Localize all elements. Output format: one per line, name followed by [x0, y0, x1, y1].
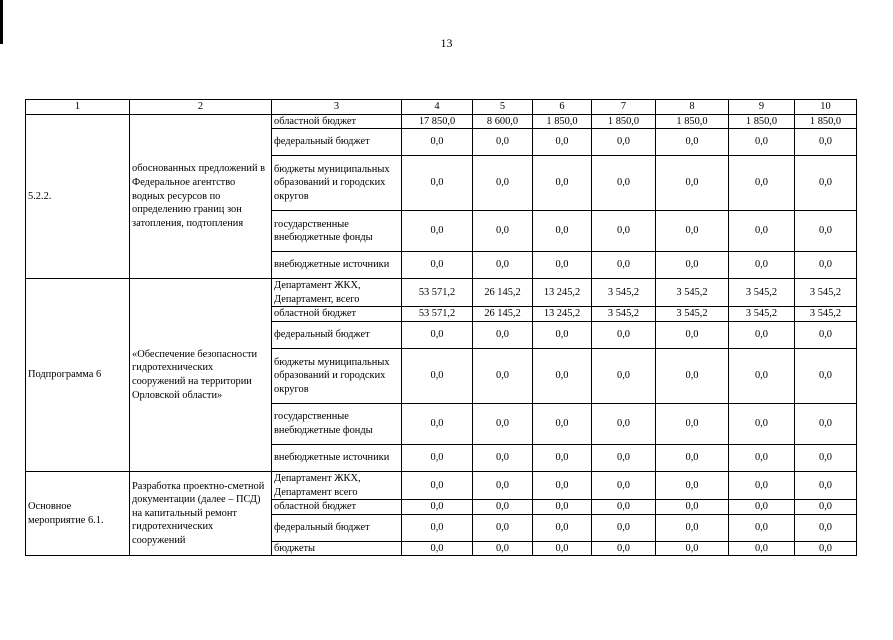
amount-cell: 0,0 [473, 156, 533, 211]
amount-cell: 0,0 [402, 541, 473, 556]
amount-cell: 0,0 [533, 348, 592, 403]
amount-cell: 0,0 [473, 541, 533, 556]
column-header: 9 [729, 100, 795, 115]
amount-cell: 0,0 [533, 514, 592, 541]
amount-cell: 17 850,0 [402, 114, 473, 129]
amount-cell: 0,0 [656, 348, 729, 403]
amount-cell: 0,0 [533, 444, 592, 471]
amount-cell: 0,0 [402, 471, 473, 499]
amount-cell: 0,0 [592, 444, 656, 471]
amount-cell: 0,0 [473, 500, 533, 515]
amount-cell: 0,0 [473, 444, 533, 471]
page-number: 13 [440, 36, 453, 50]
amount-cell: 0,0 [729, 211, 795, 252]
amount-cell: 0,0 [729, 348, 795, 403]
amount-cell: 1 850,0 [533, 114, 592, 129]
column-header: 10 [795, 100, 857, 115]
amount-cell: 3 545,2 [795, 307, 857, 322]
amount-cell: 0,0 [402, 500, 473, 515]
amount-cell: 0,0 [592, 403, 656, 444]
amount-cell: 0,0 [656, 321, 729, 348]
funding-source-cell: федеральный бюджет [272, 129, 402, 156]
amount-cell: 8 600,0 [473, 114, 533, 129]
funding-source-cell: областной бюджет [272, 307, 402, 322]
funding-source-cell: государственные внебюджетные фонды [272, 403, 402, 444]
funding-source-cell: федеральный бюджет [272, 321, 402, 348]
amount-cell: 0,0 [592, 321, 656, 348]
funding-source-cell: Департамент ЖКХ, Департамент всего [272, 471, 402, 499]
funding-source-cell: бюджеты муниципальных образований и городских округов [272, 348, 402, 403]
funding-source-cell: государственные внебюджетные фонды [272, 211, 402, 252]
amount-cell: 0,0 [795, 321, 857, 348]
amount-cell: 0,0 [795, 129, 857, 156]
amount-cell: 0,0 [592, 129, 656, 156]
amount-cell: 0,0 [402, 403, 473, 444]
item-code-cell: Основное мероприятие 6.1. [26, 471, 130, 555]
amount-cell: 53 571,2 [402, 279, 473, 307]
amount-cell: 0,0 [656, 444, 729, 471]
amount-cell: 0,0 [473, 252, 533, 279]
amount-cell: 1 850,0 [729, 114, 795, 129]
amount-cell: 0,0 [795, 500, 857, 515]
column-header: 7 [592, 100, 656, 115]
column-header: 8 [656, 100, 729, 115]
amount-cell: 0,0 [729, 321, 795, 348]
amount-cell: 0,0 [533, 252, 592, 279]
amount-cell: 0,0 [592, 252, 656, 279]
funding-source-cell: бюджеты муниципальных образований и городских округов [272, 156, 402, 211]
amount-cell: 0,0 [473, 211, 533, 252]
amount-cell: 0,0 [592, 514, 656, 541]
column-header: 2 [130, 100, 272, 115]
amount-cell: 0,0 [656, 500, 729, 515]
amount-cell: 26 145,2 [473, 279, 533, 307]
amount-cell: 3 545,2 [729, 307, 795, 322]
amount-cell: 0,0 [656, 471, 729, 499]
amount-cell: 0,0 [592, 500, 656, 515]
amount-cell: 0,0 [656, 129, 729, 156]
amount-cell: 0,0 [402, 321, 473, 348]
amount-cell: 0,0 [533, 321, 592, 348]
amount-cell: 0,0 [795, 348, 857, 403]
amount-cell: 3 545,2 [729, 279, 795, 307]
amount-cell: 1 850,0 [592, 114, 656, 129]
amount-cell: 0,0 [592, 156, 656, 211]
amount-cell: 0,0 [729, 252, 795, 279]
amount-cell: 0,0 [402, 444, 473, 471]
amount-cell: 0,0 [473, 403, 533, 444]
amount-cell: 0,0 [592, 471, 656, 499]
amount-cell: 0,0 [473, 348, 533, 403]
item-code-cell: Подпрограмма 6 [26, 279, 130, 472]
amount-cell: 13 245,2 [533, 307, 592, 322]
amount-cell: 0,0 [795, 211, 857, 252]
column-header: 6 [533, 100, 592, 115]
amount-cell: 0,0 [473, 321, 533, 348]
header-row [26, 100, 857, 115]
amount-cell: 3 545,2 [592, 307, 656, 322]
item-name-cell: «Обеспечение безопасности гидротехнических сооружений на территории Орловской области» [130, 279, 272, 472]
amount-cell: 0,0 [656, 541, 729, 556]
amount-cell: 0,0 [533, 211, 592, 252]
table-row [26, 471, 857, 499]
amount-cell: 0,0 [402, 129, 473, 156]
amount-cell: 0,0 [656, 514, 729, 541]
amount-cell: 0,0 [533, 471, 592, 499]
amount-cell: 3 545,2 [656, 307, 729, 322]
amount-cell: 0,0 [656, 252, 729, 279]
funding-source-cell: Департамент ЖКХ, Департамент, всего [272, 279, 402, 307]
amount-cell: 0,0 [473, 471, 533, 499]
amount-cell: 0,0 [592, 348, 656, 403]
amount-cell: 1 850,0 [656, 114, 729, 129]
amount-cell: 0,0 [402, 156, 473, 211]
funding-source-cell: внебюджетные источники [272, 444, 402, 471]
amount-cell: 0,0 [729, 129, 795, 156]
amount-cell: 0,0 [795, 541, 857, 556]
amount-cell: 0,0 [533, 500, 592, 515]
amount-cell: 0,0 [402, 514, 473, 541]
amount-cell: 0,0 [402, 252, 473, 279]
amount-cell: 0,0 [402, 211, 473, 252]
funding-source-cell: областной бюджет [272, 500, 402, 515]
amount-cell: 0,0 [795, 514, 857, 541]
amount-cell: 0,0 [729, 403, 795, 444]
funding-source-cell: бюджеты [272, 541, 402, 556]
amount-cell: 3 545,2 [592, 279, 656, 307]
amount-cell: 26 145,2 [473, 307, 533, 322]
amount-cell: 0,0 [795, 444, 857, 471]
amount-cell: 0,0 [729, 541, 795, 556]
table-body [26, 114, 857, 556]
amount-cell: 53 571,2 [402, 307, 473, 322]
amount-cell: 0,0 [656, 211, 729, 252]
column-header: 5 [473, 100, 533, 115]
item-code-cell: 5.2.2. [26, 114, 130, 279]
amount-cell: 0,0 [533, 156, 592, 211]
amount-cell: 0,0 [729, 156, 795, 211]
amount-cell: 3 545,2 [656, 279, 729, 307]
amount-cell: 3 545,2 [795, 279, 857, 307]
amount-cell: 0,0 [729, 514, 795, 541]
amount-cell: 0,0 [656, 156, 729, 211]
amount-cell: 0,0 [656, 403, 729, 444]
funding-source-cell: федеральный бюджет [272, 514, 402, 541]
amount-cell: 0,0 [592, 211, 656, 252]
amount-cell: 0,0 [533, 541, 592, 556]
amount-cell: 0,0 [729, 500, 795, 515]
amount-cell: 0,0 [533, 403, 592, 444]
amount-cell: 0,0 [729, 444, 795, 471]
amount-cell: 1 850,0 [795, 114, 857, 129]
funding-source-cell: внебюджетные источники [272, 252, 402, 279]
amount-cell: 13 245,2 [533, 279, 592, 307]
amount-cell: 0,0 [795, 252, 857, 279]
item-name-cell: Разработка проектно-сметной документации (далее – ПСД) на капитальный ремонт гидротехнических сооружений [130, 471, 272, 555]
amount-cell: 0,0 [795, 156, 857, 211]
budget-table [25, 99, 857, 556]
amount-cell: 0,0 [729, 471, 795, 499]
column-header: 1 [26, 100, 130, 115]
table-row [26, 279, 857, 307]
amount-cell: 0,0 [795, 403, 857, 444]
amount-cell: 0,0 [533, 129, 592, 156]
amount-cell: 0,0 [402, 348, 473, 403]
funding-source-cell: областной бюджет [272, 114, 402, 129]
item-name-cell: обоснованных предложений в Федеральное агентство водных ресурсов по определению границ зон затопления, подтопления [130, 114, 272, 279]
amount-cell: 0,0 [795, 471, 857, 499]
column-header: 4 [402, 100, 473, 115]
amount-cell: 0,0 [473, 129, 533, 156]
amount-cell: 0,0 [473, 514, 533, 541]
column-header: 3 [272, 100, 402, 115]
table-row [26, 114, 857, 129]
amount-cell: 0,0 [592, 541, 656, 556]
